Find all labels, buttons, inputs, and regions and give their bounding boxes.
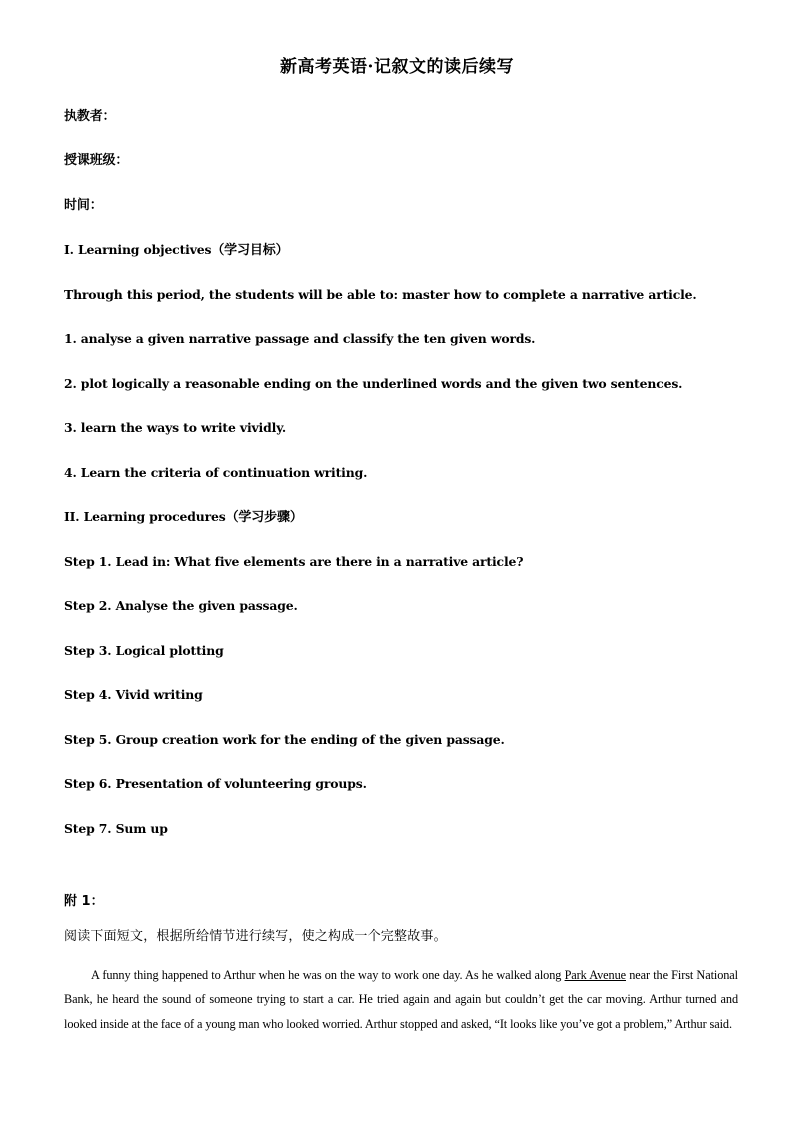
procedures-heading-en: II. Learning procedures <box>64 509 226 524</box>
objective-item-3: 3. learn the ways to write vividly. <box>64 420 286 435</box>
step-2: Step 2. Analyse the given passage. <box>64 598 298 613</box>
objectives-intro: Through this period, the students will be able to: master how to complete a narrative article. <box>64 287 697 302</box>
passage-underlined-place: Park Avenue <box>564 968 626 982</box>
step-7: Step 7. Sum up <box>64 821 168 836</box>
teacher-label: 执教者： <box>64 109 116 124</box>
story-passage <box>64 963 738 1036</box>
step-5: Step 5. Group creation work for the ending of the given passage. <box>64 732 505 747</box>
appendix-title: 附 1： <box>64 894 104 909</box>
objective-item-2: 2. plot logically a reasonable ending on the underlined words and the given two sentences. <box>64 376 683 391</box>
step-4: Step 4. Vivid writing <box>64 687 203 702</box>
time-label: 时间： <box>64 198 103 213</box>
passage-text-1: A funny thing happened to Arthur when he was on the way to work one day. As he walked along <box>91 968 565 982</box>
page-title: 新高考英语·记叙文的读后续写 <box>280 57 514 77</box>
procedures-heading-cn: （学习步骤） <box>225 510 303 525</box>
objectives-heading <box>64 241 288 260</box>
objective-item-4: 4. Learn the criteria of continuation writing. <box>64 465 368 480</box>
objectives-heading-cn: （学习目标） <box>211 243 289 258</box>
appendix-instruction: 阅读下面短文，根据所给情节进行续写，使之构成一个完整故事。 <box>64 929 447 944</box>
objective-item-1: 1. analyse a given narrative passage and classify the ten given words. <box>64 331 536 346</box>
passage-text-2: near the First National Bank, he heard the sound of someone trying to start a car. He tried again and again but couldn’t get the car moving. Arthur turned and looked inside at the face of a young man who looked worried. Arthur stopped and asked, “It looks like you’ve got a problem,” Arthur said. <box>64 968 738 1031</box>
step-3: Step 3. Logical plotting <box>64 643 224 658</box>
step-6: Step 6. Presentation of volunteering groups. <box>64 776 367 791</box>
step-1: Step 1. Lead in: What five elements are there in a narrative article? <box>64 554 524 569</box>
procedures-heading <box>64 508 303 527</box>
objectives-heading-en: I. Learning objectives <box>64 242 212 257</box>
class-label: 授课班级： <box>64 153 129 168</box>
